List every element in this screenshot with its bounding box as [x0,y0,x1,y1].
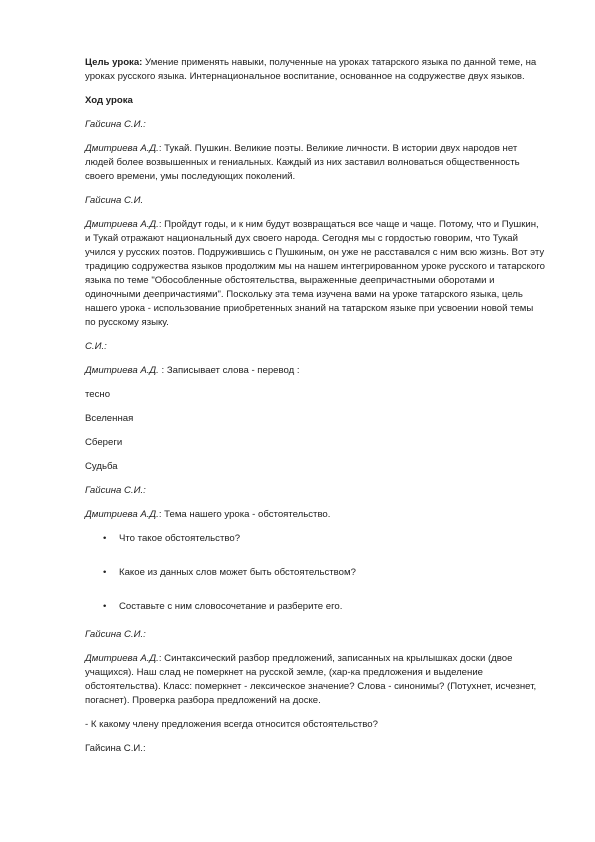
question-item [85,532,545,546]
question-item [85,566,545,580]
speaker-line: Гайсина С.И.: [85,485,146,496]
speaker-line: С.И.: [85,341,107,352]
speaker-name: Дмитриева А.Д. [85,143,159,154]
speaker-line-plain: Гайсина С.И.: [85,743,146,754]
speech-paragraph [85,218,545,330]
speech-paragraph [85,508,545,522]
lesson-goal-label: Цель урока: [85,57,143,68]
speech-text: : Записывает слова - перевод : [158,365,300,376]
speaker-line: Гайсина С.И.: [85,119,146,130]
speech-paragraph [85,142,545,184]
lesson-goal-paragraph [85,56,545,84]
bullet-icon: • [103,533,107,544]
question-text: Что такое обстоятельство? [119,533,241,544]
question-item [85,600,545,614]
speaker-name: Дмитриева А.Д. [85,509,159,520]
speaker-name: Дмитриева А.Д. [85,653,159,664]
question-line: - К какому члену предложения всегда относится обстоятельство? [85,719,378,730]
vocabulary-word: Сбереги [85,437,123,448]
speech-text: : Тукай. Пушкин. Великие поэты. Великие личности. В истории двух народов нет людей более возвышенных и гениальных. Каждый из них заставил волноваться общественность своего времени, умы последующих поколений. [85,143,520,182]
lesson-progress-heading: Ход урока [85,95,133,106]
speech-text: : Тема нашего урока - обстоятельство. [158,509,331,520]
bullet-icon: • [103,601,107,612]
speech-text: : Синтаксический разбор предложений, записанных на крылышках доски (двое учащихся). Наш слад не померкнет на русской земле, (хар-ка предложения и выделение обстоятельства). Класс: померкнет - лексическое значение? Слова - синонимы? (Потухнет, исчезнет, погаснет). Проверка разбора предложений на доске. [85,653,537,706]
speech-text: : Пройдут годы, и к ним будут возвращаться все чаще и чаще. Потому, что и Пушкин, и Тукай отражают национальный дух своего народа. Сегодня мы с гордостью говорим, что Тукай учился у русских поэтов. Подружившись с Пушкиным, он уже не расставался с ним всю жизнь. Вот эту традицию содружества языков продолжим мы на нашем интегрированном уроке русского и татарского языка по теме "Обособленные обстоятельства, выраженные деепричастными оборотами и одиночными деепричастиями". Поскольку эта тема изучена вами на уроке татарского языка, цель нашего урока - использование приобретенных знаний на татарском языке при усвоении новой темы по русскому языку. [85,219,545,328]
speaker-line: Гайсина С.И. [85,195,144,206]
speaker-name: Дмитриева А.Д. [85,365,159,376]
document-body [85,56,545,766]
speech-paragraph [85,652,545,708]
speech-paragraph [85,364,545,378]
speaker-line: Гайсина С.И.: [85,629,146,640]
vocabulary-word: Вселенная [85,413,134,424]
vocabulary-word: Судьба [85,461,118,472]
lesson-goal-text: Умение применять навыки, полученные на уроках татарского языка по данной теме, на уроках русского языка. Интернациональное воспитание, основанное на содружестве двух языков. [85,57,537,82]
question-text: Составьте с ним словосочетание и разберите его. [119,601,343,612]
speaker-name: Дмитриева А.Д. [85,219,159,230]
vocabulary-word: тесно [85,389,111,400]
question-list [85,532,545,614]
question-text: Какое из данных слов может быть обстоятельством? [119,567,356,578]
bullet-icon: • [103,567,107,578]
